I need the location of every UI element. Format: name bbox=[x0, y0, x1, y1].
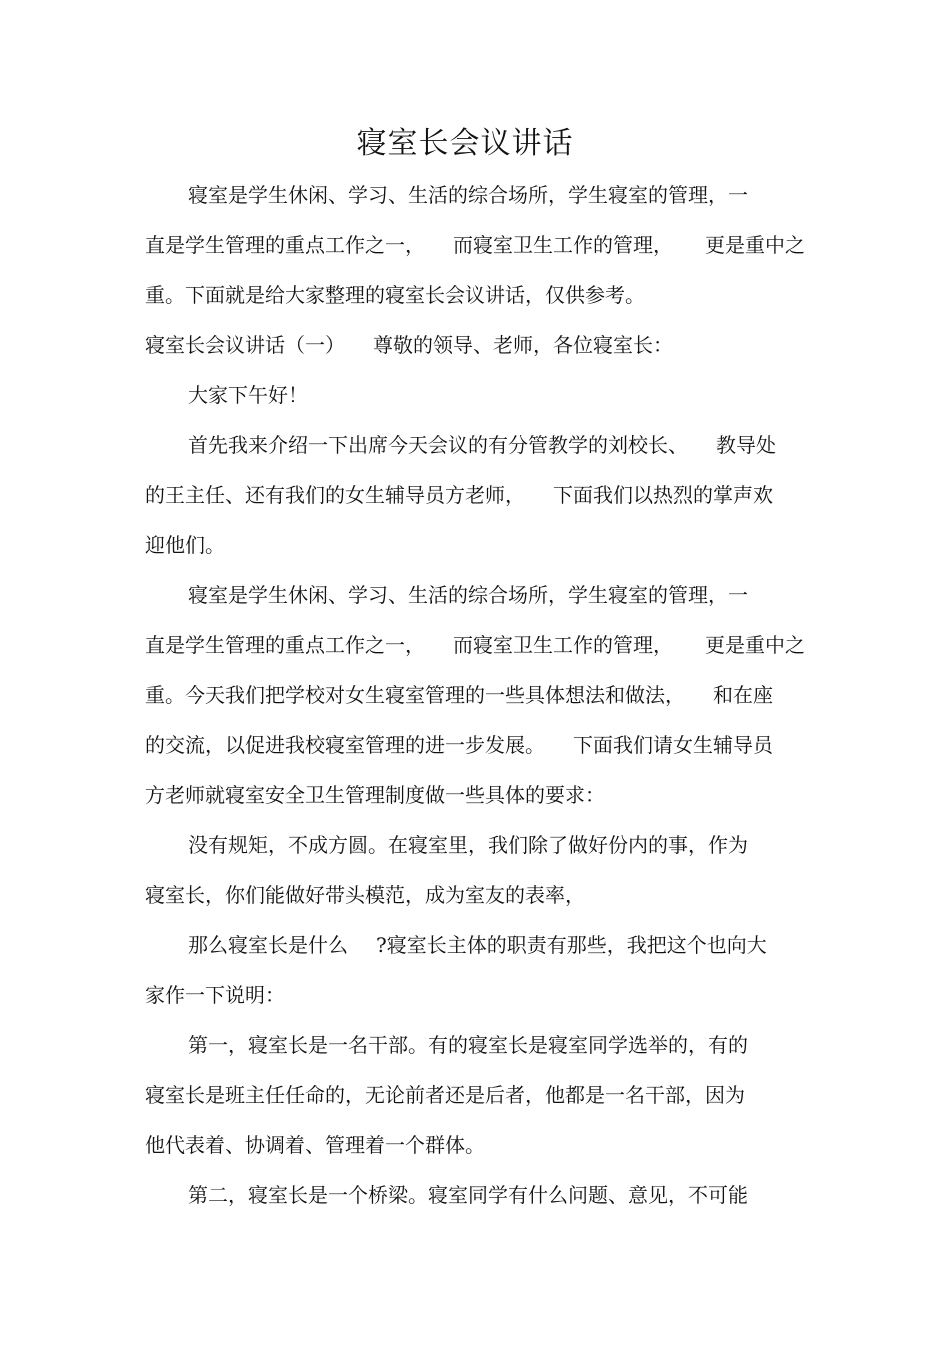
body-text: 更是重中之 bbox=[705, 633, 805, 657]
body-text: 重。今天我们把学校对女生寝室管理的一些具体想法和做法， bbox=[145, 683, 685, 707]
document-body bbox=[145, 170, 805, 1220]
body-text: 寝室长，你们能做好带头模范，成为室友的表率， bbox=[145, 883, 585, 907]
body-text: 第二，寝室长是一个桥梁。寝室同学有什么问题、意见，不可能 bbox=[188, 1183, 748, 1207]
body-line bbox=[145, 470, 805, 520]
body-text: 和在座 bbox=[713, 683, 773, 707]
body-line bbox=[145, 1120, 805, 1170]
body-text: 直是学生管理的重点工作之一， bbox=[145, 633, 425, 657]
body-text: 直是学生管理的重点工作之一， bbox=[145, 233, 425, 257]
body-text: 更是重中之 bbox=[705, 233, 805, 257]
body-text: 家作一下说明： bbox=[145, 983, 285, 1007]
body-line bbox=[145, 670, 805, 720]
body-line bbox=[145, 320, 805, 370]
body-line bbox=[145, 770, 805, 820]
body-line bbox=[145, 870, 805, 920]
body-line bbox=[145, 1070, 805, 1120]
body-text: 重。下面就是给大家整理的寝室长会议讲话，仅供参考。 bbox=[145, 283, 645, 307]
body-line bbox=[145, 520, 805, 570]
body-text: 教导处 bbox=[716, 433, 776, 457]
document-title: 寝室长会议讲话 bbox=[356, 126, 574, 161]
body-text: 而寝室卫生工作的管理， bbox=[453, 233, 673, 257]
body-line bbox=[145, 220, 805, 270]
body-line bbox=[145, 920, 805, 970]
body-line bbox=[145, 1170, 805, 1220]
body-text: ?寝室长主体的职责有那些，我把这个也向大 bbox=[376, 933, 767, 957]
body-line bbox=[145, 170, 805, 220]
body-text: 寝室是学生休闲、学习、生活的综合场所，学生寝室的管理，一 bbox=[188, 183, 748, 207]
body-text: 大家下午好！ bbox=[188, 383, 308, 407]
body-line bbox=[145, 270, 805, 320]
body-text: 方老师就寝室安全卫生管理制度做一些具体的要求： bbox=[145, 783, 605, 807]
body-text: 第一，寝室长是一名干部。有的寝室长是寝室同学选举的，有的 bbox=[188, 1033, 748, 1057]
body-text: 的王主任、还有我们的女生辅导员方老师， bbox=[145, 483, 525, 507]
body-text: 而寝室卫生工作的管理， bbox=[453, 633, 673, 657]
body-line bbox=[145, 570, 805, 620]
body-text: 那么寝室长是什么 bbox=[188, 933, 348, 957]
body-text: 没有规矩，不成方圆。在寝室里，我们除了做好份内的事，作为 bbox=[188, 833, 748, 857]
body-text: 寝室长会议讲话（一） bbox=[145, 333, 345, 357]
body-line bbox=[145, 970, 805, 1020]
body-line bbox=[145, 720, 805, 770]
body-line bbox=[145, 1020, 805, 1070]
body-line bbox=[145, 420, 805, 470]
body-text: 寝室是学生休闲、学习、生活的综合场所，学生寝室的管理，一 bbox=[188, 583, 748, 607]
body-text: 迎他们。 bbox=[145, 533, 225, 557]
body-text: 他代表着、协调着、管理着一个群体。 bbox=[145, 1133, 485, 1157]
body-text: 下面我们请女生辅导员 bbox=[573, 733, 773, 757]
body-line bbox=[145, 620, 805, 670]
body-text: 首先我来介绍一下出席今天会议的有分管教学的刘校长、 bbox=[188, 433, 688, 457]
body-text: 下面我们以热烈的掌声欢 bbox=[553, 483, 773, 507]
body-line bbox=[145, 820, 805, 870]
body-line bbox=[145, 370, 805, 420]
body-text: 尊敬的领导、老师，各位寝室长： bbox=[373, 333, 673, 357]
body-text: 的交流，以促进我校寝室管理的进一步发展。 bbox=[145, 733, 545, 757]
body-text: 寝室长是班主任任命的，无论前者还是后者，他都是一名干部，因为 bbox=[145, 1083, 745, 1107]
